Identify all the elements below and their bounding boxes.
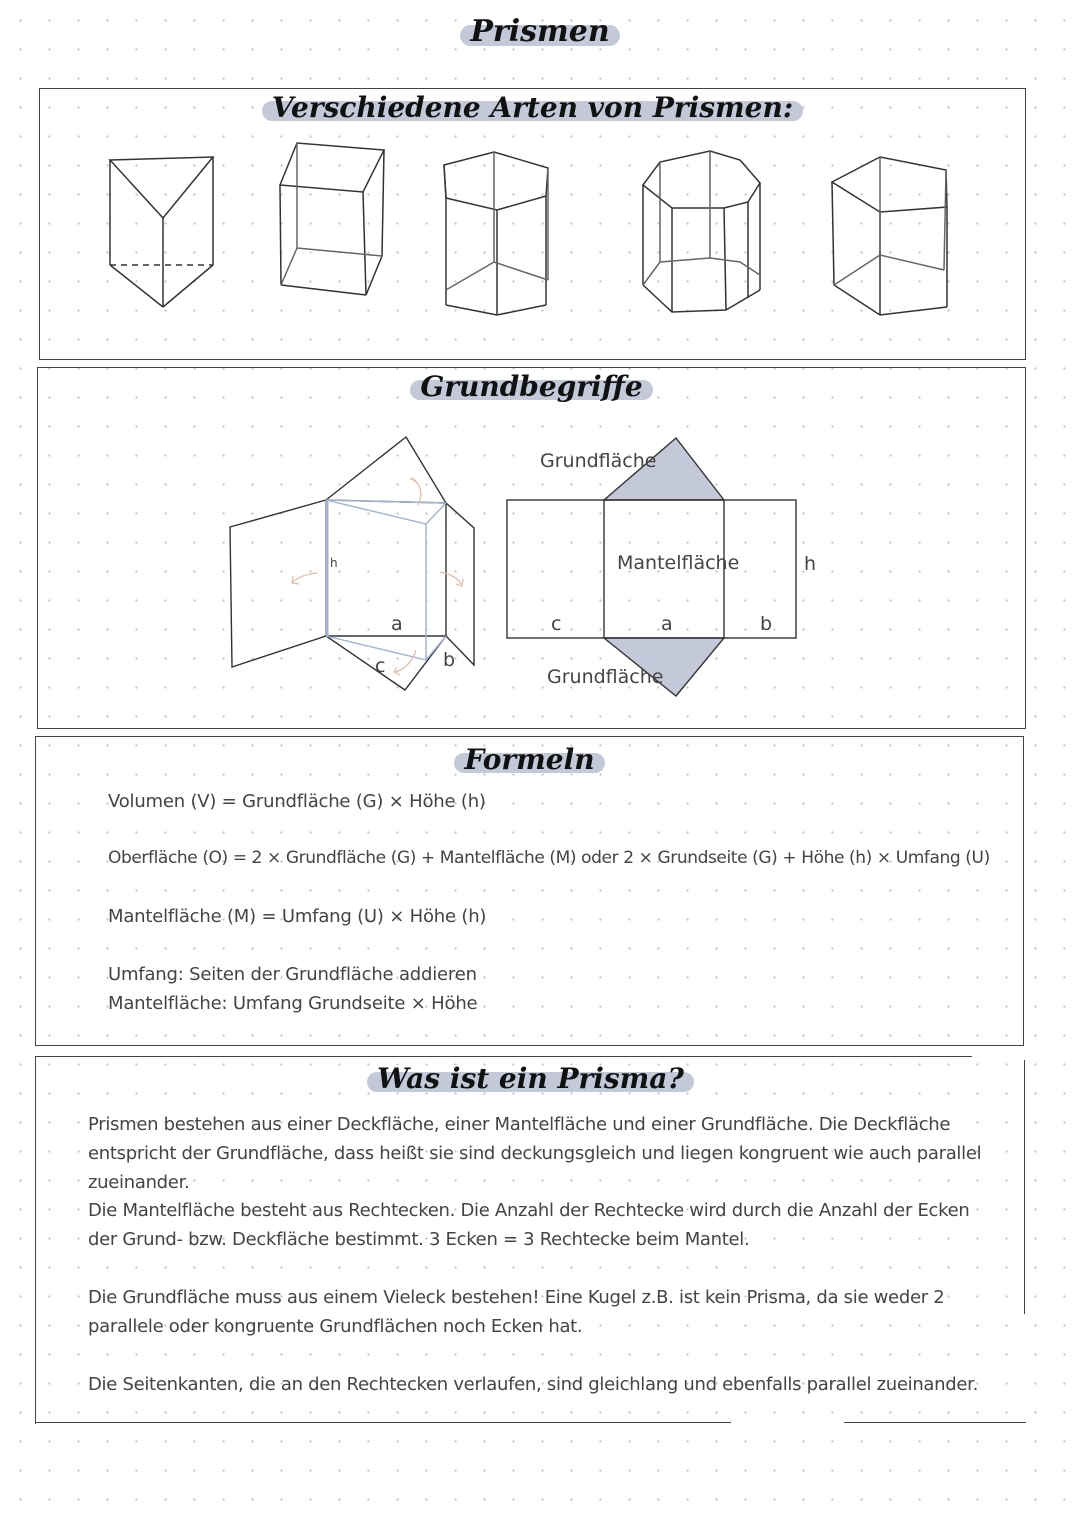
- label-mantelflaeche: Mantelfläche: [617, 552, 740, 574]
- paragraph-1: Prismen bestehen aus einer Deckfläche, einer Mantelfläche und einer Grundfläche. Die Deckfläche entspricht der Grundfläche, dass heißt sie sind deckungsgleich und liegen kongruent wie auch parallel zueinander.: [88, 1114, 982, 1193]
- section-was-ist-top-border: [36, 1056, 972, 1057]
- page-title: Prismen: [460, 14, 619, 49]
- paragraph-2: Die Mantelfläche besteht aus Rechtecken. Die Anzahl der Rechtecke wird durch die Anzahl der Ecken der Grund- bzw. Deckfläche bestimmt. 3 Ecken = 3 Rechtecke beim Mantel.: [88, 1200, 970, 1250]
- formula-volumen: Volumen (V) = Grundfläche (G) × Höhe (h): [108, 791, 486, 812]
- label-grundflaeche-top: Grundfläche: [540, 450, 657, 472]
- section-was-ist-bottom-border-right: [844, 1422, 1026, 1423]
- section-was-ist-right-border: [1024, 1060, 1025, 1314]
- section-was-ist-title: Was ist ein Prisma?: [367, 1062, 694, 1095]
- paragraph-4: Die Seitenkanten, die an den Rechtecken verlaufen, sind gleichlang und ebenfalls parallel zueinander.: [88, 1374, 979, 1395]
- folding-prism-diagram: [230, 437, 474, 690]
- section-was-ist-title-wrap: [36, 1062, 1025, 1095]
- label-net-a: a: [661, 613, 673, 635]
- section-was-ist: [35, 1056, 1025, 1424]
- section-formeln-title-wrap: [36, 743, 1023, 776]
- label-b: b: [443, 649, 456, 671]
- label-net-c: c: [551, 613, 562, 635]
- label-h: h: [330, 556, 338, 570]
- formula-mantelflaeche: Mantelfläche (M) = Umfang (U) × Höhe (h): [108, 906, 487, 927]
- formula-umfang: Umfang: Seiten der Grundfläche addieren: [108, 964, 477, 985]
- section-grundbegriffe-title: Grundbegriffe: [410, 370, 652, 403]
- section-formeln: [35, 736, 1024, 1046]
- section-was-ist-bottom-border-left: [36, 1422, 731, 1423]
- formula-mantelflaeche-note: Mantelfläche: Umfang Grundseite × Höhe: [108, 993, 478, 1014]
- label-grundflaeche-bottom: Grundfläche: [547, 666, 664, 688]
- section-arten-title: Verschiedene Arten von Prismen:: [262, 91, 803, 124]
- label-c: c: [375, 655, 386, 677]
- formula-oberflaeche: Oberfläche (O) = 2 × Grundfläche (G) + Mantelfläche (M) oder 2 × Grundseite (G) + Höhe (h) × Umfang (U): [108, 848, 990, 868]
- label-net-b: b: [760, 613, 773, 635]
- label-a: a: [391, 613, 403, 635]
- paragraph-3: Die Grundfläche muss aus einem Vieleck bestehen! Eine Kugel z.B. ist kein Prisma, da sie weder 2 parallele oder kongruente Grundflächen noch Ecken hat.: [88, 1287, 945, 1337]
- section-formeln-title: Formeln: [454, 743, 604, 776]
- label-h-net: h: [804, 553, 817, 575]
